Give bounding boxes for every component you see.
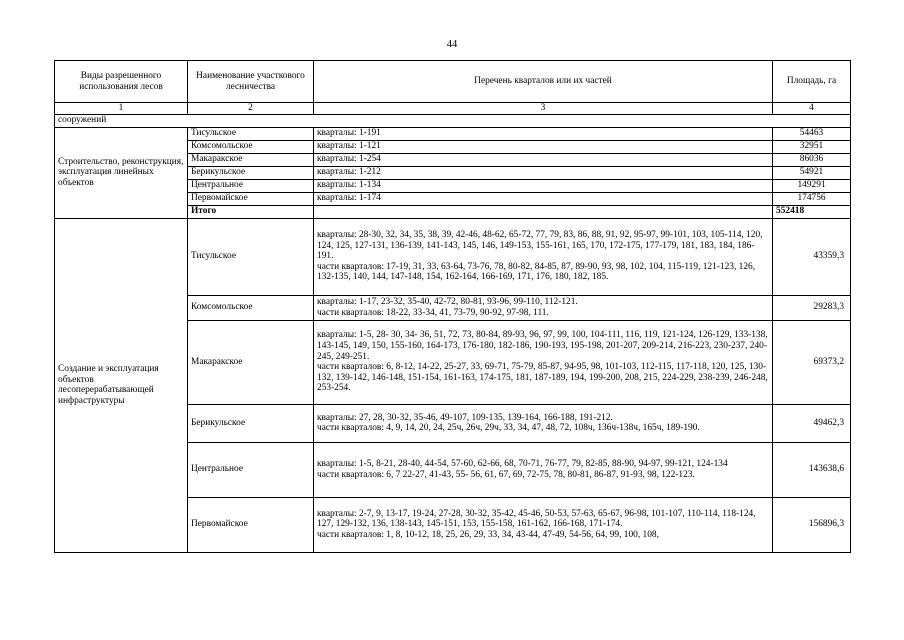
- column-number: 4: [773, 103, 851, 115]
- quarter-list-full: кварталы: 1-17, 23-32, 35-40, 42-72, 80-81, 93-96, 99-110, 112-121.: [317, 297, 578, 307]
- forestry-name: Комсомольское: [188, 140, 314, 153]
- forestry-name: Тисульское: [188, 218, 314, 295]
- quarter-list: кварталы: 1-254: [314, 153, 773, 166]
- area-value: 143638,6: [773, 442, 851, 497]
- table-row: [55, 218, 851, 295]
- forestry-name: Центральное: [188, 442, 314, 497]
- quarter-list: [314, 295, 773, 320]
- total-area: 552418: [773, 205, 851, 218]
- quarter-list: кварталы: 1-134: [314, 179, 773, 192]
- total-label: Итого: [188, 205, 314, 218]
- forestry-name: Первомайское: [188, 497, 314, 552]
- header-quarter-list: Перечень кварталов или их частей: [314, 61, 773, 103]
- quarter-list-full: кварталы: 1-5, 28- 30, 34- 36, 51, 72, 73, 80-84, 89-93, 96, 97, 99, 100, 104-111, 116, 119, 121-124, 126-129, 133-138, 143-145, 149, 150, 155-160, 164-173, 176-180, 182-186, 190-193, 195-198, 201-207, 209-214, 216-223, 230-237, 240-245, 249-251.: [317, 330, 768, 362]
- quarter-list: [314, 497, 773, 552]
- forestry-name: Первомайское: [188, 192, 314, 205]
- quarter-list-partial: части кварталов: 1, 8, 10-12, 18, 25, 26, 29, 33, 34, 43-44, 47-49, 54-56, 64, 99, 100, 108,: [317, 529, 659, 540]
- quarter-list-full: кварталы: 27, 28, 30-32, 35-46, 49-107, 109-135, 139-164, 166-188, 191-212.: [317, 412, 613, 423]
- forestry-name: Макаракское: [188, 153, 314, 166]
- use-type-cell: Создание и эксплуатация объектов лесоперерабатывающей инфраструктуры: [55, 218, 188, 552]
- header-area: Площадь, га: [773, 61, 851, 103]
- quarter-list-partial: части кварталов: 17-19, 31, 33, 63-64, 73-76, 78, 80-82, 84-85, 87, 89-90, 93, 98, 102, 104, 115-119, 121-123, 126, 132-135, 140, 144, 147-148, 154, 162-164, 166-169, 171, 176, 180, 182, 185.: [317, 261, 756, 283]
- quarter-list: [314, 218, 773, 295]
- quarter-list: кварталы: 1-174: [314, 192, 773, 205]
- page-number: 44: [446, 39, 458, 50]
- quarter-list-full: кварталы: 28-30, 32, 34, 35, 38, 39, 42-46, 48-62, 65-72, 77, 79, 83, 86, 88, 91, 92, 95-97, 99-101, 103, 105-114, 120, 124, 125, 127-131, 136-139, 141-143, 145, 146, 149-153, 155-161, 165, 170, 172-175, 177-179, 181, 183, 184, 186-191.: [317, 230, 763, 262]
- forestry-name: Комсомольское: [188, 295, 314, 320]
- column-number-row: [55, 103, 851, 115]
- forestry-name: Берикульское: [188, 166, 314, 179]
- use-type-cell: Строительство, реконструкция, эксплуатация линейных объектов: [55, 127, 188, 218]
- column-number: 1: [55, 103, 188, 115]
- area-value: 32951: [773, 140, 851, 153]
- area-value: 174756: [773, 192, 851, 205]
- quarter-list: [314, 442, 773, 497]
- table-header-row: [55, 61, 851, 103]
- column-number: 2: [188, 103, 314, 115]
- area-value: 156896,3: [773, 497, 851, 552]
- total-empty-cell: [314, 205, 773, 218]
- area-value: 86036: [773, 153, 851, 166]
- header-use-type: Виды разрешенного использования лесов: [55, 61, 188, 103]
- quarter-list: кварталы: 1-212: [314, 166, 773, 179]
- forestry-name: Тисульское: [188, 127, 314, 140]
- quarter-list: кварталы: 1-121: [314, 140, 773, 153]
- quarter-list: [314, 404, 773, 442]
- quarter-list-full: кварталы: 2-7, 9, 13-17, 19-24, 27-28, 30-32, 35-42, 45-46, 50-53, 57-63, 65-67, 96-98, 101-107, 110-114, 118-124, 127, 129-132, 136, 138-143, 145-151, 153, 155-158, 161-162, 166-168, 171-174.: [317, 508, 756, 530]
- forestry-name: Макаракское: [188, 320, 314, 404]
- table-row: [55, 127, 851, 140]
- area-value: 54921: [773, 166, 851, 179]
- area-value: 43359,3: [773, 218, 851, 295]
- carryover-text: сооружений: [55, 114, 851, 127]
- quarter-list-partial: части кварталов: 4, 9, 14, 20, 24, 25ч, 26ч, 29ч, 33, 34, 47, 48, 72, 108ч, 136ч-138ч, 165ч, 189-190.: [317, 423, 700, 434]
- area-value: 149291: [773, 179, 851, 192]
- quarter-list-partial: части кварталов: 6, 7 22-27, 41-43, 55- 56, 61, 67, 69, 72-75, 78, 80-81, 86-87, 91-93, 98, 122-123.: [317, 469, 695, 480]
- forestry-name: Центральное: [188, 179, 314, 192]
- quarters-table: [54, 60, 851, 553]
- header-forestry-name: Наименование участкового лесничества: [188, 61, 314, 103]
- quarter-list: [314, 320, 773, 404]
- carryover-row: [55, 114, 851, 127]
- quarter-list: кварталы: 1-191: [314, 127, 773, 140]
- quarter-list-partial: части кварталов: 6, 8-12, 14-22, 25-27, 33, 69-71, 75-79, 85-87, 94-95, 98, 101-103, 112-115, 117-118, 120, 125, 130-132, 139-142, 146-148, 151-154, 161-163, 174-175, 181, 187-189, 194, 199-200, 208, 215, 224-229, 238-239, 246-248, 253-254.: [317, 362, 768, 394]
- area-value: 69373,2: [773, 320, 851, 404]
- area-value: 49462,3: [773, 404, 851, 442]
- column-number: 3: [314, 103, 773, 115]
- forestry-name: Берикульское: [188, 404, 314, 442]
- quarter-list-full: кварталы: 1-5, 8-21, 28-40, 44-54, 57-60, 62-66, 68, 70-71, 76-77, 79, 82-85, 88-90, 94-97, 99-121, 124-134: [317, 459, 728, 469]
- quarter-list-partial: части кварталов: 18-22, 33-34, 41, 73-79, 90-92, 97-98, 111.: [317, 307, 549, 318]
- area-value: 29283,3: [773, 295, 851, 320]
- area-value: 54463: [773, 127, 851, 140]
